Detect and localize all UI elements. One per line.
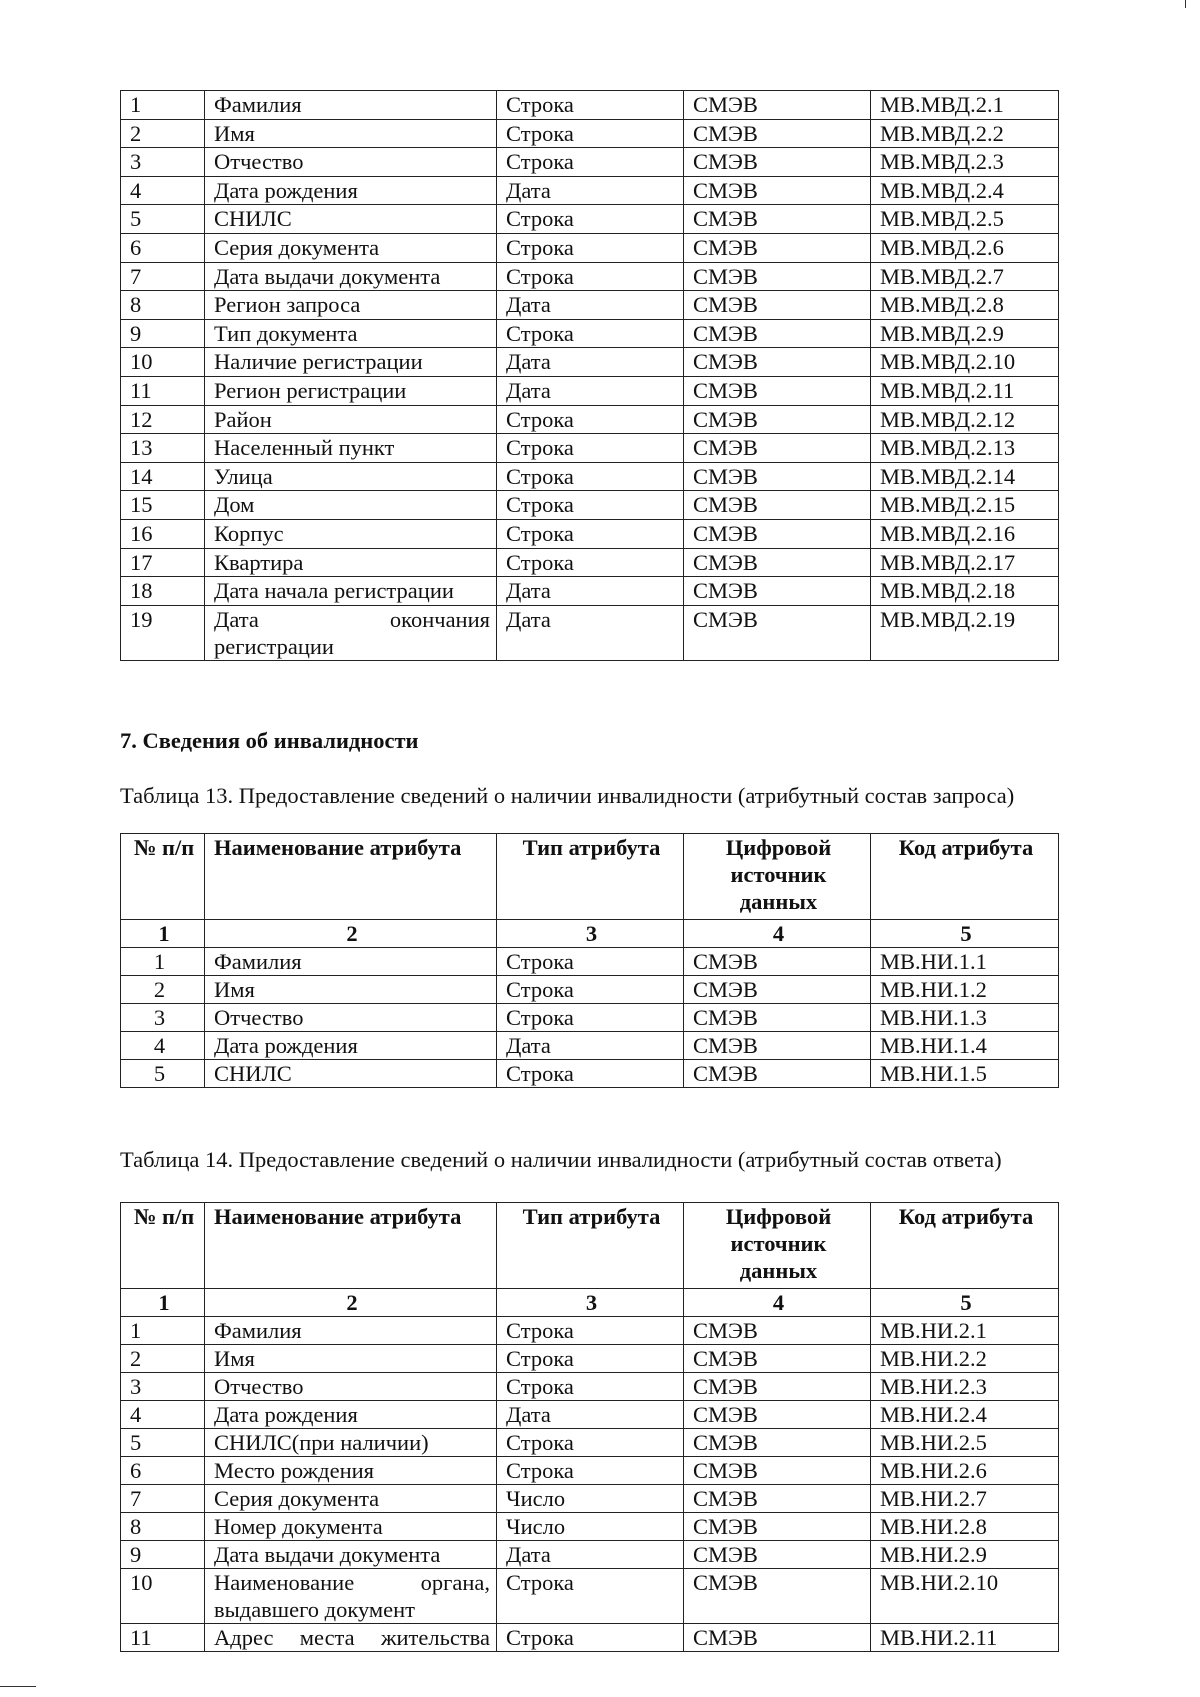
cell-name-word1: Дата (214, 606, 259, 632)
cell-type: Дата (497, 348, 684, 377)
section-title: 7. Сведения об инвалидности (120, 728, 419, 753)
table-row (121, 376, 1059, 405)
cell-source: СМЭВ (684, 434, 871, 463)
cell-num: 7 (121, 262, 205, 291)
cell-num: 18 (121, 577, 205, 606)
cell-code: МВ.НИ.2.10 (871, 1569, 1059, 1624)
cell-name (205, 1624, 497, 1652)
cell-type: Строка (497, 491, 684, 520)
cell-name: Регион запроса (205, 291, 497, 320)
cell-code: МВ.НИ.2.6 (871, 1457, 1059, 1485)
cell-name-line2: регистрации (214, 633, 334, 659)
cell-type: Строка (497, 1317, 684, 1345)
table-12-last-row-group (121, 605, 1059, 660)
cell-num: 11 (121, 1624, 205, 1652)
header-name: Наименование атрибута (205, 1203, 497, 1289)
cell-code: МВ.МВД.2.3 (871, 148, 1059, 177)
cell-code: МВ.МВД.2.6 (871, 233, 1059, 262)
table-row (121, 148, 1059, 177)
cell-code: МВ.МВД.2.1 (871, 91, 1059, 120)
cell-num: 1 (121, 948, 205, 976)
col-number-2: 2 (205, 920, 497, 948)
cell-code: МВ.МВД.2.16 (871, 519, 1059, 548)
table-row (121, 1457, 1059, 1485)
table-row (121, 434, 1059, 463)
cell-name: Имя (205, 1345, 497, 1373)
cell-code: МВ.МВД.2.12 (871, 405, 1059, 434)
cell-num: 2 (121, 976, 205, 1004)
cell-name: Дата рождения (205, 1032, 497, 1060)
table-14-header (121, 1203, 1059, 1317)
cell-code: МВ.МВД.2.7 (871, 262, 1059, 291)
cell-num: 3 (121, 1373, 205, 1401)
table-row (121, 119, 1059, 148)
cell-source: СМЭВ (684, 1429, 871, 1457)
cell-source: СМЭВ (684, 262, 871, 291)
table-row (121, 319, 1059, 348)
header-type: Тип атрибута (497, 834, 684, 920)
cell-code: МВ.НИ.2.2 (871, 1345, 1059, 1373)
cell-name: Улица (205, 462, 497, 491)
table-row (121, 1569, 1059, 1624)
cell-num: 4 (121, 1401, 205, 1429)
table-13-caption: Таблица 13. Предоставление сведений о наличии инвалидности (атрибутный состав запроса) (120, 783, 1015, 808)
cell-type: Строка (497, 91, 684, 120)
cell-num: 19 (121, 605, 205, 660)
cell-name: Дата рождения (205, 1401, 497, 1429)
cell-source: СМЭВ (684, 1345, 871, 1373)
cell-name: Фамилия (205, 1317, 497, 1345)
cell-type: Строка (497, 1429, 684, 1457)
table-row (121, 176, 1059, 205)
table-13-body (121, 948, 1059, 1088)
table-row (121, 1624, 1059, 1652)
cell-type: Строка (497, 319, 684, 348)
col-number-5: 5 (871, 920, 1059, 948)
cell-source: СМЭВ (684, 1457, 871, 1485)
cell-code: МВ.НИ.1.2 (871, 976, 1059, 1004)
cell-num: 5 (121, 1060, 205, 1088)
cell-num: 3 (121, 1004, 205, 1032)
cell-code: МВ.МВД.2.10 (871, 348, 1059, 377)
cell-code: МВ.НИ.2.9 (871, 1541, 1059, 1569)
header-name: Наименование атрибута (205, 834, 497, 920)
table-row (121, 262, 1059, 291)
cell-code: МВ.НИ.1.3 (871, 1004, 1059, 1032)
table-row (121, 348, 1059, 377)
cell-code: МВ.НИ.2.3 (871, 1373, 1059, 1401)
table-row (121, 405, 1059, 434)
cell-source: СМЭВ (684, 291, 871, 320)
cell-name-word1: Адрес (214, 1625, 274, 1650)
cell-type: Строка (497, 205, 684, 234)
cell-code: МВ.НИ.2.5 (871, 1429, 1059, 1457)
table-row (121, 1317, 1059, 1345)
cell-code: МВ.МВД.2.14 (871, 462, 1059, 491)
table-14-body (121, 1317, 1059, 1569)
cell-num: 10 (121, 1569, 205, 1624)
cell-type: Дата (497, 1401, 684, 1429)
cell-source: СМЭВ (684, 1004, 871, 1032)
cell-code: МВ.НИ.2.7 (871, 1485, 1059, 1513)
header-source: Цифровой источник данных (684, 1203, 871, 1289)
cell-name-word1: Наименование (214, 1570, 355, 1595)
cell-name: Отчество (205, 148, 497, 177)
header-code: Код атрибута (871, 834, 1059, 920)
cell-name: Имя (205, 119, 497, 148)
table-14-caption: Таблица 14. Предоставление сведений о наличии инвалидности (атрибутный состав ответа) (120, 1147, 1002, 1172)
cell-source: СМЭВ (684, 948, 871, 976)
cell-num: 5 (121, 205, 205, 234)
col-number-4: 4 (684, 1289, 871, 1317)
cell-code: МВ.МВД.2.13 (871, 434, 1059, 463)
header-source: Цифровой источник данных (684, 834, 871, 920)
cell-num: 14 (121, 462, 205, 491)
cell-type: Число (497, 1485, 684, 1513)
col-number-3: 3 (497, 1289, 684, 1317)
cell-code: МВ.НИ.1.4 (871, 1032, 1059, 1060)
cell-source: СМЭВ (684, 233, 871, 262)
cell-source: СМЭВ (684, 605, 871, 660)
cell-name-line2: выдавшего документ (214, 1597, 416, 1622)
table-row (121, 462, 1059, 491)
cell-code: МВ.МВД.2.17 (871, 548, 1059, 577)
header-num: № п/п (121, 834, 205, 920)
cell-name: Дом (205, 491, 497, 520)
cell-num: 9 (121, 319, 205, 348)
cell-source: СМЭВ (684, 491, 871, 520)
cell-type: Строка (497, 262, 684, 291)
table-row (121, 205, 1059, 234)
table-14-tail-rows (121, 1569, 1059, 1652)
scan-artifact (0, 1686, 36, 1687)
cell-type: Строка (497, 148, 684, 177)
table-row (121, 1513, 1059, 1541)
col-number-1: 1 (121, 920, 205, 948)
cell-type: Строка (497, 1569, 684, 1624)
cell-type: Дата (497, 605, 684, 660)
table-row (121, 1060, 1059, 1088)
col-number-3: 3 (497, 920, 684, 948)
cell-code: МВ.МВД.2.11 (871, 376, 1059, 405)
cell-name: Дата выдачи документа (205, 262, 497, 291)
cell-type: Строка (497, 519, 684, 548)
cell-type: Строка (497, 976, 684, 1004)
cell-type: Строка (497, 462, 684, 491)
cell-code: МВ.НИ.2.11 (871, 1624, 1059, 1652)
cell-num: 2 (121, 1345, 205, 1373)
cell-name: Номер документа (205, 1513, 497, 1541)
cell-source: СМЭВ (684, 1401, 871, 1429)
cell-source: СМЭВ (684, 1060, 871, 1088)
cell-num: 15 (121, 491, 205, 520)
cell-name: Регион регистрации (205, 376, 497, 405)
cell-type: Строка (497, 233, 684, 262)
table-row (121, 948, 1059, 976)
cell-num: 11 (121, 376, 205, 405)
cell-type: Число (497, 1513, 684, 1541)
cell-type: Дата (497, 577, 684, 606)
cell-code: МВ.МВД.2.9 (871, 319, 1059, 348)
cell-source: СМЭВ (684, 1569, 871, 1624)
cell-code: МВ.НИ.2.8 (871, 1513, 1059, 1541)
cell-name: Место рождения (205, 1457, 497, 1485)
cell-code: МВ.МВД.2.15 (871, 491, 1059, 520)
cell-source: СМЭВ (684, 376, 871, 405)
cell-name: Имя (205, 976, 497, 1004)
cell-type: Строка (497, 948, 684, 976)
cell-num: 13 (121, 434, 205, 463)
table-row (121, 1429, 1059, 1457)
cell-type: Строка (497, 1345, 684, 1373)
table-row (121, 1401, 1059, 1429)
table-row (121, 91, 1059, 120)
cell-num: 4 (121, 1032, 205, 1060)
cell-type: Строка (497, 434, 684, 463)
cell-code: МВ.НИ.1.1 (871, 948, 1059, 976)
col-number-5: 5 (871, 1289, 1059, 1317)
cell-type: Строка (497, 1373, 684, 1401)
cell-name: Серия документа (205, 1485, 497, 1513)
table-14 (120, 1202, 1059, 1652)
cell-name: Корпус (205, 519, 497, 548)
table-13-header (121, 834, 1059, 948)
cell-source: СМЭВ (684, 1624, 871, 1652)
table-13 (120, 833, 1059, 1088)
cell-type: Строка (497, 405, 684, 434)
cell-source: СМЭВ (684, 91, 871, 120)
cell-num: 1 (121, 91, 205, 120)
cell-num: 7 (121, 1485, 205, 1513)
cell-name: Населенный пункт (205, 434, 497, 463)
table-row (121, 291, 1059, 320)
cell-num: 6 (121, 233, 205, 262)
cell-source: СМЭВ (684, 548, 871, 577)
cell-type: Строка (497, 1060, 684, 1088)
cell-code: МВ.МВД.2.2 (871, 119, 1059, 148)
table-row (121, 1345, 1059, 1373)
cell-type: Дата (497, 376, 684, 405)
col-number-2: 2 (205, 1289, 497, 1317)
cell-name-word2: органа, (420, 1570, 490, 1595)
cell-name: Наличие регистрации (205, 348, 497, 377)
cell-name: Дата выдачи документа (205, 1541, 497, 1569)
cell-source: СМЭВ (684, 119, 871, 148)
header-type: Тип атрибута (497, 1203, 684, 1289)
table-row (121, 577, 1059, 606)
cell-num: 5 (121, 1429, 205, 1457)
cell-name: Фамилия (205, 91, 497, 120)
table-row (121, 605, 1059, 660)
cell-num: 8 (121, 291, 205, 320)
table-row (121, 1032, 1059, 1060)
cell-type: Дата (497, 1032, 684, 1060)
cell-source: СМЭВ (684, 1032, 871, 1060)
cell-name: Дата рождения (205, 176, 497, 205)
cell-code: МВ.НИ.1.5 (871, 1060, 1059, 1088)
cell-source: СМЭВ (684, 1373, 871, 1401)
cell-code: МВ.МВД.2.18 (871, 577, 1059, 606)
cell-name-word2: места (299, 1625, 355, 1650)
cell-name: Фамилия (205, 948, 497, 976)
table-12-body (121, 91, 1059, 606)
cell-type: Строка (497, 119, 684, 148)
cell-source: СМЭВ (684, 405, 871, 434)
table-row (121, 548, 1059, 577)
header-num: № п/п (121, 1203, 205, 1289)
table-row (121, 519, 1059, 548)
cell-source: СМЭВ (684, 319, 871, 348)
cell-num: 2 (121, 119, 205, 148)
cell-num: 6 (121, 1457, 205, 1485)
cell-name: Квартира (205, 548, 497, 577)
cell-source: СМЭВ (684, 348, 871, 377)
col-number-1: 1 (121, 1289, 205, 1317)
cell-type: Дата (497, 291, 684, 320)
cell-code: МВ.НИ.2.1 (871, 1317, 1059, 1345)
cell-type: Дата (497, 176, 684, 205)
cell-name: СНИЛС (205, 205, 497, 234)
cell-name: Тип документа (205, 319, 497, 348)
col-number-4: 4 (684, 920, 871, 948)
cell-num: 16 (121, 519, 205, 548)
cell-source: СМЭВ (684, 577, 871, 606)
cell-source: СМЭВ (684, 176, 871, 205)
cell-name: Дата начала регистрации (205, 577, 497, 606)
table-row (121, 976, 1059, 1004)
cell-type: Строка (497, 1004, 684, 1032)
cell-name: СНИЛС(при наличии) (205, 1429, 497, 1457)
cell-name: Серия документа (205, 233, 497, 262)
table-row (121, 1541, 1059, 1569)
table-12-continuation (120, 90, 1059, 661)
cell-source: СМЭВ (684, 519, 871, 548)
cell-type: Строка (497, 1624, 684, 1652)
cell-source: СМЭВ (684, 976, 871, 1004)
table-row (121, 1004, 1059, 1032)
cell-code: МВ.МВД.2.19 (871, 605, 1059, 660)
cell-num: 10 (121, 348, 205, 377)
cell-name: Район (205, 405, 497, 434)
cell-source: СМЭВ (684, 1541, 871, 1569)
cell-num: 9 (121, 1541, 205, 1569)
scan-artifact (1185, 0, 1186, 8)
cell-num: 12 (121, 405, 205, 434)
table-row (121, 491, 1059, 520)
cell-num: 4 (121, 176, 205, 205)
cell-name (205, 1569, 497, 1624)
header-code: Код атрибута (871, 1203, 1059, 1289)
cell-source: СМЭВ (684, 1513, 871, 1541)
cell-type: Строка (497, 1457, 684, 1485)
cell-type: Дата (497, 1541, 684, 1569)
cell-source: СМЭВ (684, 1485, 871, 1513)
table-row (121, 233, 1059, 262)
table-row (121, 1373, 1059, 1401)
cell-source: СМЭВ (684, 462, 871, 491)
cell-name: Отчество (205, 1373, 497, 1401)
cell-code: МВ.МВД.2.8 (871, 291, 1059, 320)
cell-name-word3: жительства (380, 1625, 490, 1650)
cell-source: СМЭВ (684, 1317, 871, 1345)
cell-name: СНИЛС (205, 1060, 497, 1088)
table-row (121, 1485, 1059, 1513)
cell-num: 8 (121, 1513, 205, 1541)
cell-num: 17 (121, 548, 205, 577)
cell-code: МВ.НИ.2.4 (871, 1401, 1059, 1429)
cell-name: Отчество (205, 1004, 497, 1032)
cell-num: 3 (121, 148, 205, 177)
cell-source: СМЭВ (684, 205, 871, 234)
cell-num: 1 (121, 1317, 205, 1345)
cell-code: МВ.МВД.2.5 (871, 205, 1059, 234)
cell-name (205, 605, 497, 660)
cell-type: Строка (497, 548, 684, 577)
cell-name-word2: окончания (389, 606, 490, 632)
cell-source: СМЭВ (684, 148, 871, 177)
cell-code: МВ.МВД.2.4 (871, 176, 1059, 205)
